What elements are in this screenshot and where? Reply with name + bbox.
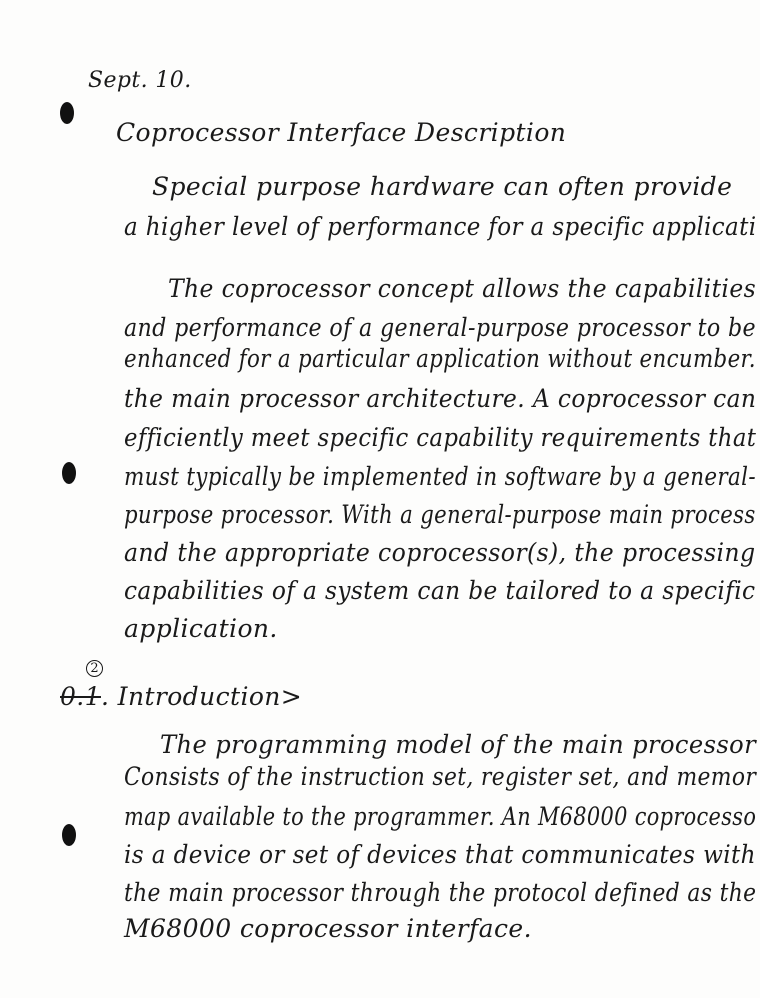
paragraph-2-line: must typically be implemented in software by a general-	[124, 462, 756, 491]
paragraph-3-line: Consists of the instruction set, register set, and memor	[124, 762, 757, 791]
binder-hole-bottom	[62, 824, 76, 846]
paragraph-2-line: capabilities of a system can be tailored to a specific	[124, 576, 756, 605]
date-note: Sept. 10.	[88, 68, 192, 93]
paragraph-2-line: The coprocessor concept allows the capabilities	[168, 274, 757, 303]
binder-hole-middle	[62, 462, 76, 484]
page-title: Coprocessor Interface Description	[116, 118, 567, 147]
section-number-struck: 0.1	[60, 682, 101, 711]
paragraph-3-line: the main processor through the protocol defined as the	[124, 878, 757, 907]
section-heading-text: . Introduction>	[100, 682, 303, 711]
paragraph-2-line: and performance of a general-purpose processor to be	[124, 313, 756, 342]
paragraph-2-line: application.	[124, 614, 278, 643]
binder-hole-top	[60, 102, 74, 124]
paragraph-2-line: efficiently meet specific capability requirements that	[124, 423, 757, 452]
paragraph-3-line: M68000 coprocessor interface.	[124, 914, 532, 943]
paragraph-2-line: purpose processor. With a general-purpose main process	[124, 500, 756, 529]
paragraph-1-line: a higher level of performance for a specific applicati	[124, 212, 757, 241]
paragraph-3-line: is a device or set of devices that communicates with	[124, 840, 756, 869]
paragraph-3-line: The programming model of the main processor	[160, 730, 757, 759]
paragraph-2-line: the main processor architecture. A coprocessor can	[124, 384, 757, 413]
section-heading	[60, 684, 302, 709]
paragraph-1-line: Special purpose hardware can often provide	[152, 172, 733, 201]
paragraph-2-line: enhanced for a particular application without encumber.	[124, 344, 756, 373]
paragraph-3-line: map available to the programmer. An M68000 coprocesso	[124, 802, 757, 831]
paragraph-2-line: and the appropriate coprocessor(s), the processing	[124, 538, 756, 567]
section-number-revised: 2	[86, 660, 103, 677]
